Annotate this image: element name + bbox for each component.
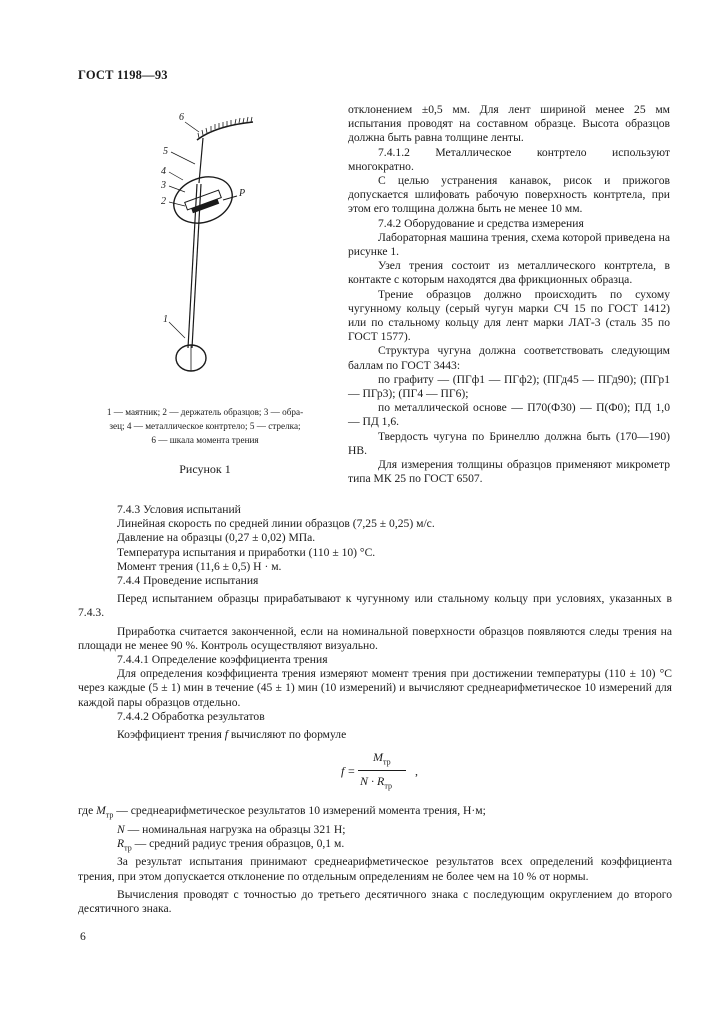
paragraph: Для измерения толщины образцов применяют микрометр типа МК 25 по ГОСТ 6507.: [348, 458, 670, 486]
label-6: 6: [179, 112, 184, 123]
friction-formula: f = $M_{тр}$ $N \cdot R_{тр}$ ,: [341, 750, 418, 791]
paragraph: Перед испытанием образцы прирабатывают к чугунному или стальному кольцу при условиях, указанных в 7.4.3.: [78, 592, 672, 620]
section-heading: 7.4.3 Условия испытаний: [117, 503, 241, 516]
condition-line: Температура испытания и приработки (110 ± 10) °С.: [117, 545, 376, 559]
caption-line: 6 — шкала момента трения: [151, 435, 259, 445]
paragraph: За результат испытания принимают среднеарифметическое результатов всех определений коэффициента трения, при этом допускается отклонение по отдельным определениям не более чем на 10 % от нормы.: [78, 855, 672, 883]
formula-intro: Коэффициент трения f вычисляют по формуле: [117, 728, 347, 742]
figure-caption: [85, 405, 325, 447]
formula-legend: [78, 804, 672, 855]
force-arrow: [223, 196, 237, 200]
main-text: [78, 503, 672, 916]
paragraph: Приработка считается законченной, если на номинальной поверхности образцов появляются следы трения на площади не менее 90 %. Контроль осуществляют визуально.: [78, 624, 672, 652]
paragraph: 7.4.1.2 Металлическое контртело используют многократно.: [348, 145, 670, 173]
paragraph: Вычисления проводят с точностью до третьего десятичного знака с последующим округлением до второго десятичного знака.: [78, 887, 672, 916]
paragraph: по металлической основе — П70(Ф30) — П(Ф0); ПД 1,0 — ПД 1,6.: [348, 401, 670, 429]
label-p: P: [239, 188, 246, 199]
label-1: 1: [163, 314, 168, 325]
paragraph: Лабораторная машина трения, схема которой приведена на рисунке 1.: [348, 230, 670, 259]
paragraph: по графиту — (ПГф1 — ПГф2); (ПГд45 — ПГд90); (ПГр1 — ПГр3); (ПГ4 — ПГ6);: [348, 372, 670, 401]
paragraph: отклонением ±0,5 мм. Для лент шириной менее 25 мм испытания проводят на составном образце. Высота образцов должна быть равна толщине ленты.: [348, 103, 670, 145]
condition-line: Момент трения (11,6 ± 0,5) Н · м.: [117, 559, 282, 573]
paragraph: С целью устранения канавок, рисок и прижогов допускается шлифовать рабочую поверхность контртела, при этом его толщина должна быть не менее 10 мм.: [348, 174, 670, 216]
caption-line: 1 — маятник; 2 — держатель образцов; 3 — обра-: [106, 407, 304, 417]
caption-line: зец; 4 — металлическое контртело; 5 — стрелка;: [109, 421, 301, 431]
figure-title: Рисунок 1: [179, 462, 231, 476]
label-3: 3: [161, 180, 166, 191]
section-heading: 7.4.4.2 Обработка результатов: [117, 709, 265, 723]
section-heading: 7.4.2 Оборудование и средства измерения: [378, 216, 584, 230]
torque-scale-arc: [197, 117, 253, 140]
paragraph: Для определения коэффициента трения измеряют момент трения при достижении температуры (110 ± 10) °С через каждые (5 ± 1) мин в течение (45 ± 1) мин (10 измерений) и вычисляют среднеарифметическое 10 измерений для каждой пары образцов отдельно.: [78, 667, 672, 709]
paragraph: Структура чугуна должна соответствовать следующим баллам по ГОСТ 3443:: [348, 344, 670, 372]
label-2: 2: [161, 196, 166, 207]
legend-item: где $M_{тр}$ — среднеарифметическое результатов 10 измерений момента трения, Н·м;: [78, 804, 486, 820]
paragraph: Твердость чугуна по Бринеллю должна быть (170—190) НВ.: [348, 429, 670, 457]
condition-line: Линейная скорость по средней линии образцов (7,25 ± 0,25) м/с.: [117, 517, 435, 531]
label-5: 5: [163, 146, 168, 157]
right-column-text: [348, 103, 670, 486]
section-heading: 7.4.4 Проведение испытания: [117, 574, 259, 588]
page-number: 6: [80, 930, 86, 943]
counterbody-disc: [167, 169, 238, 231]
friction-machine-diagram: [155, 108, 275, 408]
section-heading: 7.4.4.1 Определение коэффициента трения: [117, 653, 328, 667]
document-code: ГОСТ 1198—93: [78, 68, 168, 82]
pointer-needle: [199, 138, 203, 183]
legend-item: $R_{тр}$ — средний радиус трения образцов, 0,1 м.: [117, 836, 345, 853]
paragraph: Узел трения состоит из металлического контртела, в контакте с которым находятся два фрикционных образца.: [348, 259, 670, 287]
condition-line: Давление на образцы (0,27 ± 0,02) МПа.: [117, 531, 316, 545]
paragraph: Трение образцов должно происходить по сухому чугунному кольцу (серый чугун марки СЧ 15 по ГОСТ 1412) или по стальному кольцу для лент марки ЛАТ-3 (сталь 35 по ГОСТ 1577).: [348, 287, 670, 344]
legend-item: N — номинальная нагрузка на образцы 321 Н;: [117, 822, 346, 836]
label-4: 4: [161, 166, 166, 177]
